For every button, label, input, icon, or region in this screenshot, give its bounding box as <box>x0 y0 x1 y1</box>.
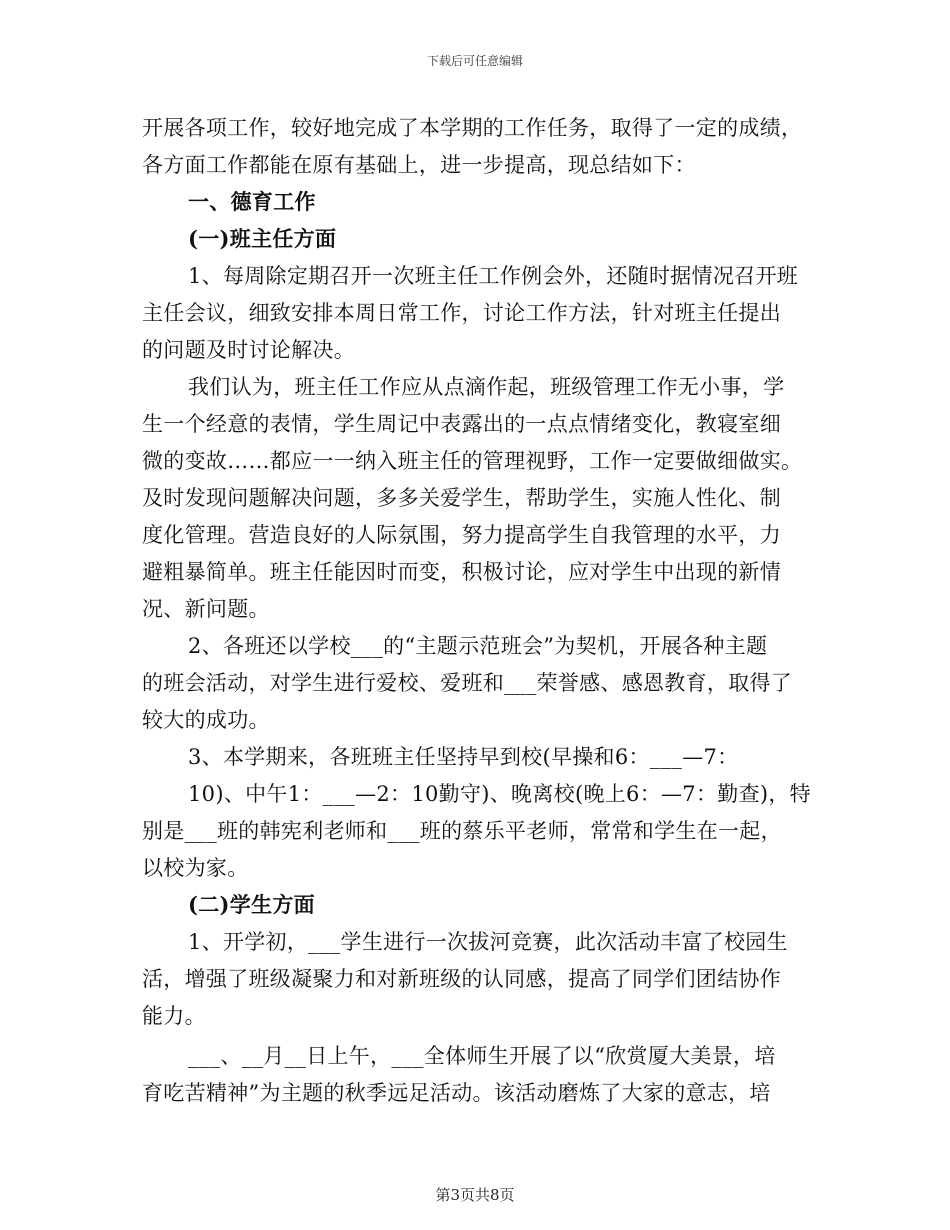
paragraph-line: 的问题及时讨论解决。 <box>142 338 355 362</box>
section-heading: 一、德育工作 <box>188 189 316 214</box>
paragraph-line: 我们认为，班主任工作应从点滴作起，班级管理工作无小事，学 <box>188 375 785 399</box>
paragraph-line: 微的变故……都应一一纳入班主任的管理视野，工作一定要做细做实。 <box>142 449 803 473</box>
paragraph-line: 1、每周除定期召开一次班主任工作例会外，还随时据情况召开班 <box>188 264 799 288</box>
paragraph-line: 主任会议，细致安排本周日常工作，讨论工作方法，针对班主任提出 <box>142 301 781 325</box>
paragraph-line: 况、新问题。 <box>142 597 270 621</box>
paragraph-line: 以校为家。 <box>142 856 249 880</box>
paragraph-line: 3、本学期来，各班班主任坚持早到校(早操和6：___—7： <box>188 745 739 769</box>
paragraph-line: 的班会活动，对学生进行爱校、爱班和___荣誉感、感恩教育，取得了 <box>142 671 793 695</box>
paragraph-line: 度化管理。营造良好的人际氛围，努力提高学生自我管理的水平，力 <box>142 523 781 547</box>
paragraph-line: 活，增强了班级凝聚力和对新班级的认同感，提高了同学们团结协作 <box>142 967 781 991</box>
paragraph-line: 各方面工作都能在原有基础上，进一步提高，现总结如下： <box>142 153 696 177</box>
paragraph-line: 及时发现问题解决问题，多多关爱学生，帮助学生，实施人性化、制 <box>142 486 781 510</box>
paragraph-line: 10)、中午1：___—2：10勤守)、晚离校(晚上6：—7：勤查)，特 <box>188 782 811 806</box>
paragraph-line: 育吃苦精神”为主题的秋季远足活动。该活动磨炼了大家的意志，培 <box>142 1081 771 1105</box>
paragraph-line: 2、各班还以学校___的“主题示范班会”为契机，开展各种主题 <box>188 634 768 658</box>
paragraph-line: 能力。 <box>142 1004 206 1028</box>
page-number: 第3页共8页 <box>435 1186 515 1204</box>
paragraph-line: 避粗暴简单。班主任能因时而变，积极讨论，应对学生中出现的新情 <box>142 560 781 584</box>
page-header: 下载后可任意编辑 <box>426 54 523 68</box>
paragraph-line: 较大的成功。 <box>142 708 270 732</box>
paragraph-line: 生一个经意的表情，学生周记中表露出的一点点情绪变化，教寝室细 <box>142 412 781 436</box>
paragraph-line: 1、开学初，___学生进行一次拔河竞赛，此次活动丰富了校园生 <box>188 930 788 954</box>
paragraph-line: 开展各项工作，较好地完成了本学期的工作任务，取得了一定的成绩， <box>142 116 803 140</box>
subsection-heading: (一)班主任方面 <box>188 226 337 251</box>
paragraph-line: 别是___班的韩宪利老师和___班的蔡乐平老师，常常和学生在一起， <box>142 819 782 843</box>
paragraph-line: ___、__月__日上午，___全体师生开展了以“欣赏厦大美景，培 <box>188 1044 776 1068</box>
subsection-heading: (二)学生方面 <box>188 892 315 917</box>
